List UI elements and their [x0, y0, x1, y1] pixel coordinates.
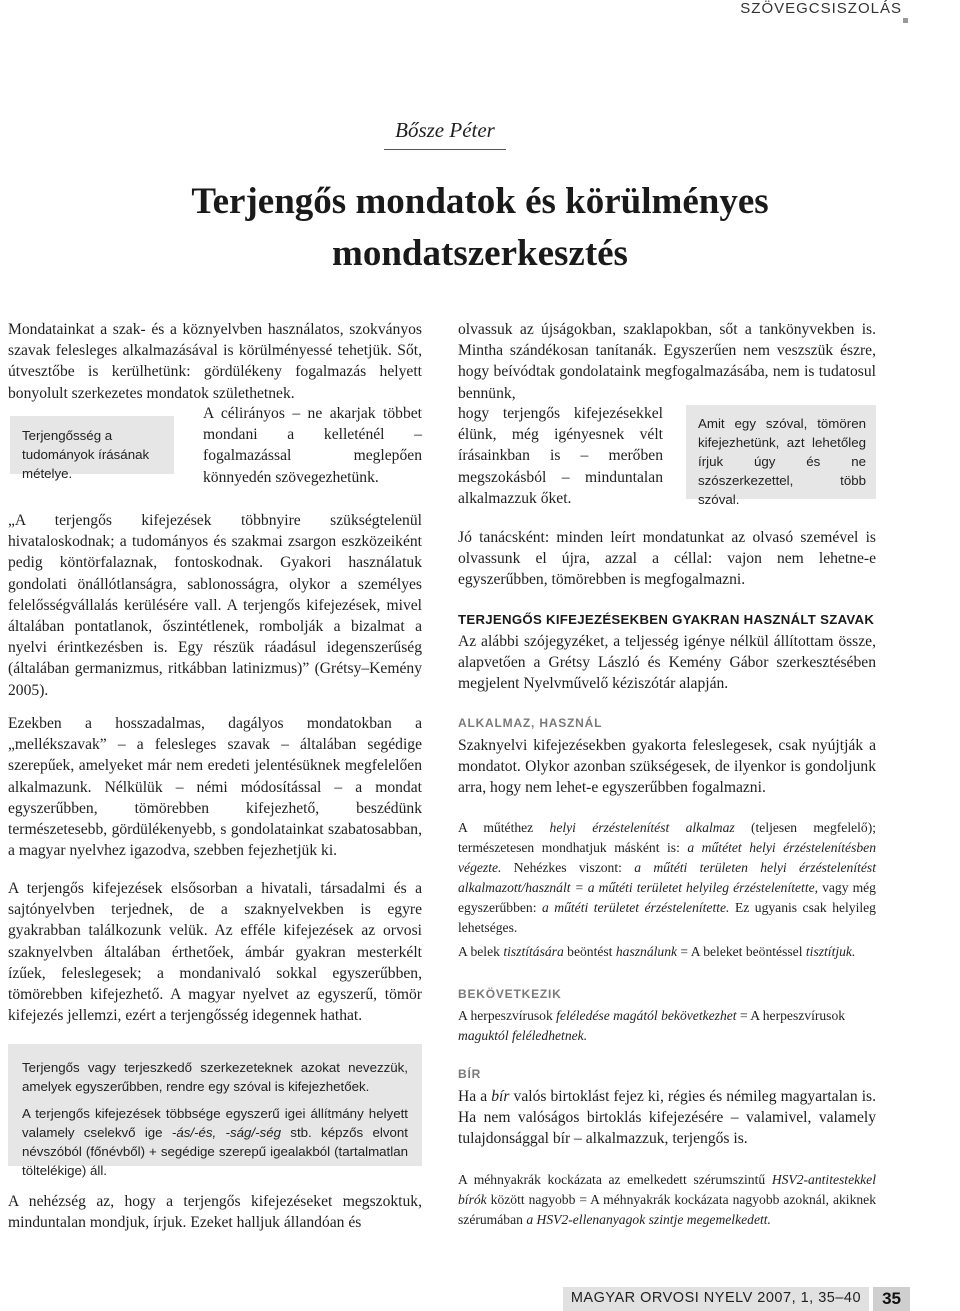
right-paragraph-1-cont: hogy terjengős kifejezésekkel élünk, még igényesnek vélt írásainkban is – merőben megszokásból – minduntalan alkalmazzuk őket. [458, 405, 663, 507]
example-alkalmaz-2: A belek tisztítására beöntést használunk = A beleket beöntéssel tisztítjuk. [458, 944, 856, 959]
page-footer [563, 1287, 910, 1311]
callout-text-right: Amit egy szóval, tömören kifejezhetünk, azt lehetőleg írjuk úgy és ne szószerkezettel, több szóval. [698, 416, 866, 507]
example-bekovetkezik: A herpeszvírusok feléledése magától bekövetkezhet = A herpeszvírusok maguktól feléledhetnek. [458, 1008, 846, 1043]
page-number: 35 [873, 1287, 910, 1311]
right-paragraph-5: Ha a bír valós birtoklást fejez ki, régies és némileg magyartalan is. Ha nem valóságos birtoklás kifejezésére – valamivel, valamely tulajdonsággal bír – alkalmazzuk, terjengős is. [458, 1088, 876, 1148]
journal-citation: MAGYAR ORVOSI NYELV 2007, 1, 35–40 [563, 1287, 869, 1311]
left-quote-paragraph: „A terjengős kifejezések többnyire szükségtelenül hivataloskodnak; a tudományos és szakmai zsargon eszközeiként pedig köntörfalaznak, fontoskodnak. Gyakori használatuk gondolati önállótlanságra, sablonosságra, olykor a személyes felelősségvállalás kerülésére vall. A terjengős kifejezések, mivel általában pontatlanok, őszintétlenek, rombolják a bizalmat a nyelvi érintkezésben is. Egy részük ráadásul idegenszerűség (általában germanizmus, ritkábban latinizmus)” (Grétsy–Kemény 2005). [8, 512, 422, 699]
right-paragraph-3: Az alábbi szójegyzéket, a teljesség igénye nélkül állítottam össze, alapvetően a Grétsy László és Kemény Gábor szerkesztésében megjelent Nyelvművelő kéziszótár alapján. [458, 633, 876, 693]
left-paragraph-3: Ezekben a hosszadalmas, dagályos mondatokban a „mellékszavak” – a felesleges szavak – általában segédige szerepűek, amelyeket már nem eredeti jelentésüknek megfelelően alkalmazunk. Nélkülük – némi módosítással – a mondat egyszerűbben, tömörebben kifejezhető, beszédünk természetesebb, gördülékenyebb, s gondolatainkat szabatosabban, a magyar nyelvhez igazodva, szebben fejezhetjük ki. [8, 715, 422, 860]
entry-heading-bir: BÍR [458, 1067, 482, 1081]
left-paragraph-intro-cont: A célirányos – ne akarjak többet mondani a kelleténél – fogalmazással meglepően könnyedén szövegezhetünk. [203, 405, 422, 486]
entry-heading-bekovetkezik: BEKÖVETKEZIK [458, 987, 562, 1001]
right-paragraph-1: olvassuk az újságokban, szaklapokban, sőt a tankönyvekben is. Mintha szándékosan tanítanák. Egyszerűen nem veszszük észre, hogy beívódtak gondolataink megfogalmazásába, nem is tudatosul bennünk, [458, 321, 876, 402]
callout-box-left [10, 416, 174, 481]
definition-text-2: A terjengős kifejezések többsége egyszerű igei állítmány helyett valamely cselekvő ige -ás/-és, -ság/-ség stb. képzős elvont névszóból (főnévből) + segédige szerepű igealakból (tartalmatlan töltelékige) áll. [22, 1106, 408, 1178]
definition-box [8, 1044, 422, 1178]
example-bir: A méhnyakrák kockázata az emelkedett szérumszintű HSV2-antitestekkel bírók között nagyobb = A méhnyakrák kockázata nagyobb azoknál, akiknek szérumában a HSV2-ellenanyagok szintje megemelkedett. [458, 1172, 876, 1227]
left-paragraph-5: A nehézség az, hogy a terjengős kifejezéseket megszoktuk, minduntalan mondjuk, írjuk. Ezeket halljuk állandóan és [8, 1193, 422, 1232]
right-paragraph-2: Jó tanácsként: minden leírt mondatunkat az olvasó szemével is olvassunk el újra, azzal a céllal: vajon nem lehetne-e egyszerűbben, tömörebben is megfogalmazni. [458, 529, 876, 589]
left-paragraph-intro: Mondatainkat a szak- és a köznyelvben használatos, szokványos szavak felesleges alkalmazásával is körülményessé tehetjük. Sőt, útvesztőbe is kerülhetünk: gördülékeny fogalmazás helyett bonyolult szerkezetes mondatok születhetnek. [8, 321, 422, 402]
callout-box-right [686, 405, 876, 507]
article-title: Terjengős mondatok és körülményes mondatszerkesztés [191, 181, 769, 274]
section-heading-words: TERJENGŐS KIFEJEZÉSEKBEN GYAKRAN HASZNÁLT SZAVAK [458, 612, 875, 627]
author-name: Bősze Péter [384, 118, 506, 150]
section-label: SZÖVEGCSISZOLÁS [740, 0, 902, 17]
right-paragraph-4: Szaknyelvi kifejezésekben gyakorta feleslegesek, csak nyújtják a mondatot. Olykor azonban szükségesek, de ilyenkor is gondoljunk arra, hogy nem lehet-e egyszerűbben fogalmazni. [458, 737, 876, 797]
callout-text-left: Terjengősség a tudományok írásának mételye. [22, 428, 150, 481]
entry-heading-alkalmaz: ALKALMAZ, HASZNÁL [458, 716, 603, 730]
left-paragraph-4: A terjengős kifejezések elsősorban a hivatali, társadalmi és a sajtónyelvben terjednek, de a szaknyelvekben is egyre gyakrabban találkozunk velük. Az efféle kifejezések az orvosi szaknyelvben általában érthetőek, ámbár gyakran mesterkélt ízűek, feleslegesek; a mondanivaló sokkal egyszerűbben, tömörebben kifejezhető. A magyar nyelvet az egyszerű, tömör kifejezés jellemzi, ezért a terjengősség idegennek hathat. [8, 880, 422, 1025]
header-marker [903, 18, 908, 23]
example-alkalmaz-1: A műtéthez helyi érzéstelenítést alkalmaz (teljesen megfelelő); természetesen mondhatjuk másként is: a műtétet helyi érzéstelenítésben végezte. Nehézkes viszont: a műtéti területen helyi érzéstelenítést alkalmazott/használt = a műtéti területet helyileg érzéstelenítette, vagy még egyszerűbben: a műtéti területet érzéstelenítette. Ez ugyanis csak helyileg lehetséges. [458, 820, 877, 935]
definition-text-1: Terjengős vagy terjeszkedő szerkezeteknek azokat nevezzük, amelyek egyszerűbben, rendre egy szóval is kifejezhetőek. [22, 1060, 408, 1094]
